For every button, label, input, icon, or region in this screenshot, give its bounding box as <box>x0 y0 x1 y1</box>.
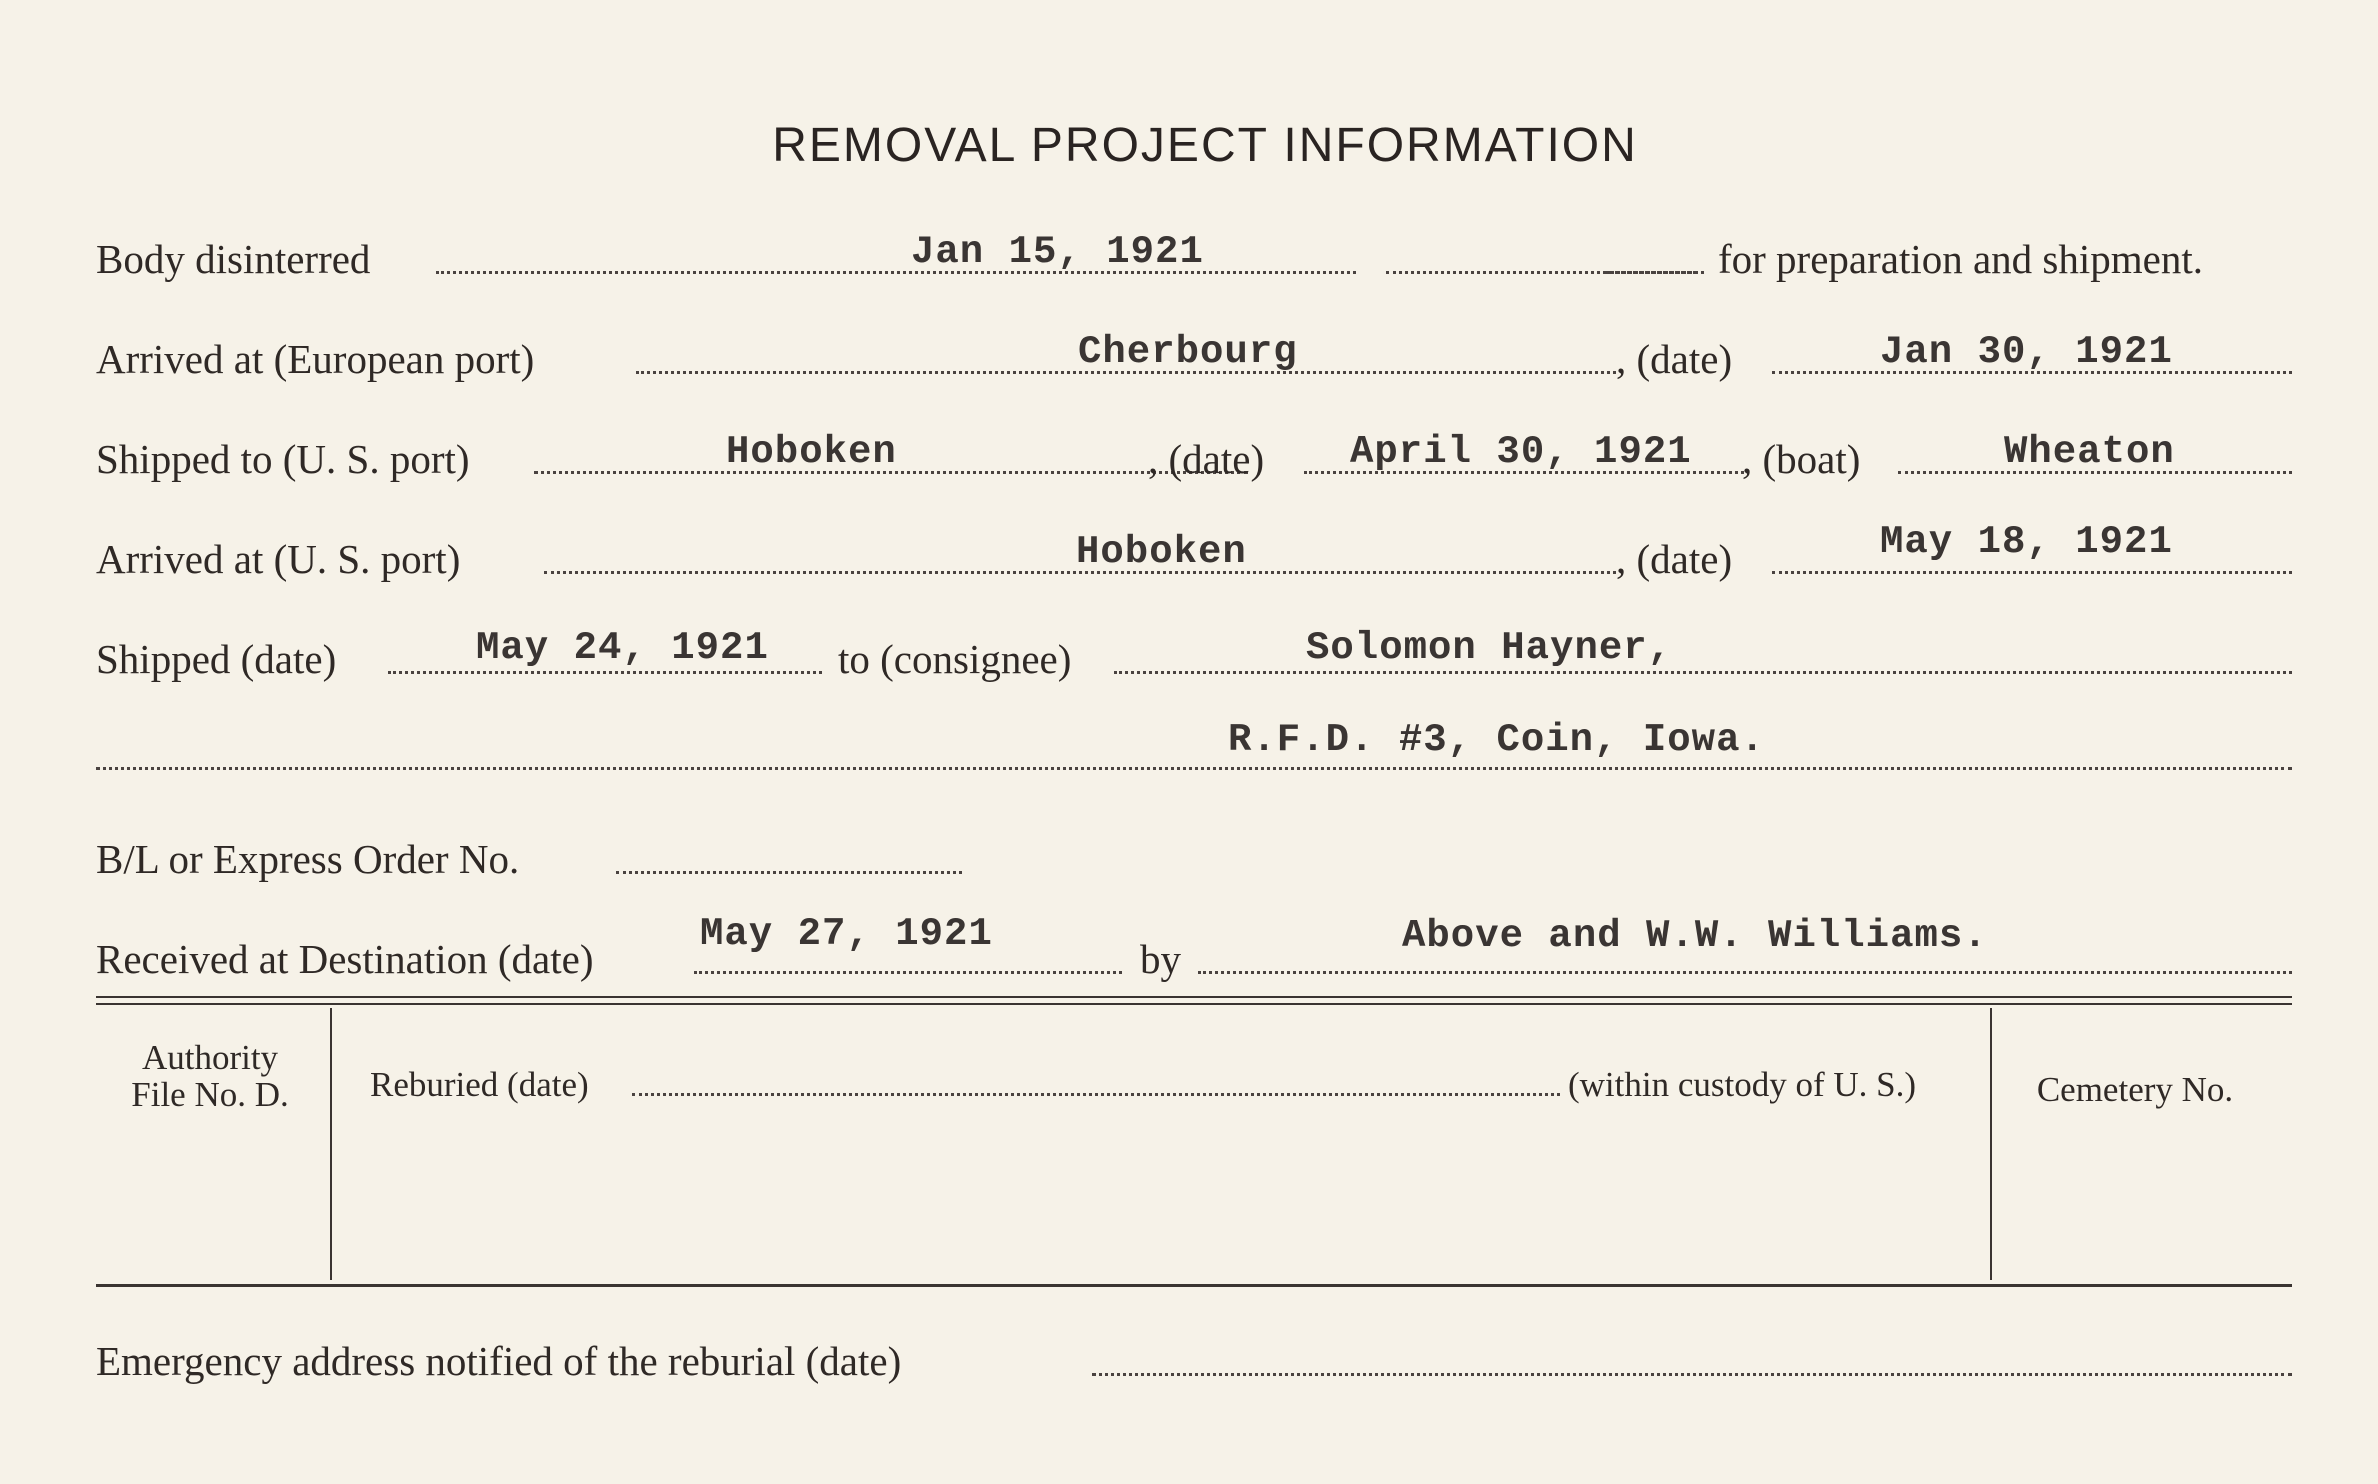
arrived-us-label: Arrived at (U. S. port) <box>96 536 461 582</box>
shipped-us-port-value[interactable]: Hoboken <box>726 430 897 474</box>
shipped-us-row <box>96 410 2296 480</box>
table-bottom-rule <box>96 1284 2292 1287</box>
shipped-date[interactable]: May 24, 1921 <box>476 626 769 670</box>
received-label: Received at Destination (date) <box>96 936 594 982</box>
consignee-name[interactable]: Solomon Hayner, <box>1306 626 1673 670</box>
arrived-us-date-dots <box>1772 571 2292 574</box>
received-row <box>96 910 2296 980</box>
received-by[interactable]: Above and W.W. Williams. <box>1402 914 1988 958</box>
custody-label: (within custody of U. S.) <box>1562 1067 1916 1102</box>
shipped-date-dots <box>388 671 822 674</box>
card-title: REMOVAL PROJECT INFORMATION <box>772 119 1638 172</box>
reburied-label: Reburied (date) <box>370 1065 589 1104</box>
arrived-european-date-label: , (date) <box>1616 336 1733 382</box>
consignee-address[interactable]: R.F.D. #3, Coin, Iowa. <box>1228 718 1765 762</box>
shipped-us-label: Shipped to (U. S. port) <box>96 436 470 482</box>
received-by-label: by <box>1140 936 1181 982</box>
shipped-us-boat-label: , (boat) <box>1742 436 1861 482</box>
body-disinterred-dots-3 <box>1606 271 1704 274</box>
shipped-us-boat[interactable]: Wheaton <box>2004 430 2175 474</box>
consignee-address-row <box>96 706 2296 776</box>
received-date-dots <box>694 971 1122 974</box>
bl-order-label: B/L or Express Order No. <box>96 836 520 882</box>
body-disinterred-label: Body disinterred <box>96 236 371 282</box>
consignee-label: to (consignee) <box>838 636 1072 682</box>
authority-label: Authority <box>141 1038 279 1077</box>
arrived-european-label: Arrived at (European port) <box>96 336 535 382</box>
shipped-us-date-label: , (date) <box>1148 436 1265 482</box>
emergency-label: Emergency address notified of the reburial (date) <box>96 1338 902 1384</box>
file-no-label: File No. D. <box>131 1074 289 1114</box>
consignee-address-dots <box>96 767 2292 770</box>
reburied-row <box>370 1040 1970 1102</box>
body-disinterred-dots <box>436 271 1356 274</box>
cemetery-cell <box>2010 1072 2260 1109</box>
bl-order-row <box>96 810 2296 880</box>
arrived-us-port-value[interactable]: Hoboken <box>1076 530 1247 574</box>
preparation-shipment-label: for preparation and shipment. <box>1718 236 2204 282</box>
table-divider-1 <box>330 1008 332 1280</box>
received-date[interactable]: May 27, 1921 <box>700 912 993 956</box>
emergency-dots <box>1092 1373 2292 1376</box>
table-top-rule-1 <box>96 996 2292 998</box>
european-port-value[interactable]: Cherbourg <box>1078 330 1298 374</box>
arrived-us-date[interactable]: May 18, 1921 <box>1880 520 2173 564</box>
body-disinterred-date[interactable]: Jan 15, 1921 <box>911 230 1204 274</box>
shipped-date-label: Shipped (date) <box>96 636 337 682</box>
shipped-row <box>96 610 2296 680</box>
body-disinterred-row <box>96 210 2296 280</box>
arrived-us-row <box>96 510 2296 580</box>
arrived-european-date[interactable]: Jan 30, 1921 <box>1880 330 2173 374</box>
table-top-rule-2 <box>96 1003 2292 1005</box>
arrived-european-row <box>96 310 2296 380</box>
bl-order-dots <box>616 871 962 874</box>
emergency-row <box>96 1312 2296 1382</box>
received-by-dots <box>1198 971 2292 974</box>
authority-cell <box>110 1040 310 1114</box>
consignee-dots <box>1114 671 2292 674</box>
table-divider-2 <box>1990 1008 1992 1280</box>
cemetery-label: Cemetery No. <box>2036 1070 2234 1109</box>
arrived-us-date-label: , (date) <box>1616 536 1733 582</box>
shipped-us-date[interactable]: April 30, 1921 <box>1350 430 1692 474</box>
